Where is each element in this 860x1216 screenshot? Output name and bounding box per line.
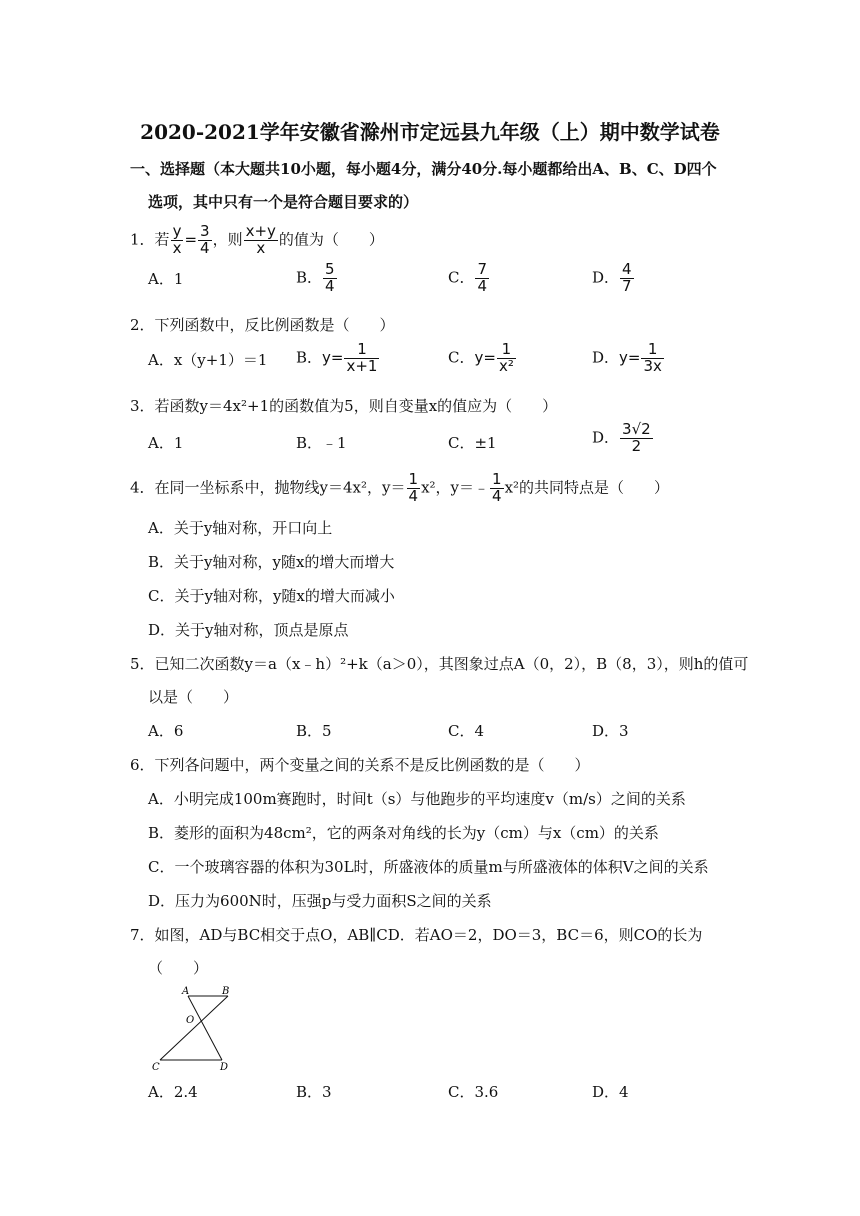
question-5-line1: 5．已知二次函数y＝a（x﹣h）²+k（a＞0），其图象过点A（0，2），B（8，3），则h的值可 — [130, 655, 749, 673]
question-1-number: 1． — [130, 230, 155, 249]
point-label-d: D — [220, 1062, 229, 1073]
q1-option-c-fraction — [475, 262, 489, 295]
q3-option-d[interactable] — [592, 422, 654, 455]
q2-option-c-label: C． — [448, 348, 475, 367]
q3-option-d-num: 3√2 — [622, 420, 651, 438]
q5-option-b-text: 5 — [322, 722, 332, 740]
segment-bc — [160, 996, 228, 1060]
q1-option-a-label: A． — [148, 270, 174, 288]
q5-option-d[interactable] — [592, 720, 629, 741]
q4-frac2-den: 4 — [492, 486, 502, 505]
q3-option-c-text: ±1 — [474, 434, 497, 452]
q3-option-b-text: ﹣1 — [322, 434, 347, 452]
q1-option-a[interactable] — [148, 268, 183, 289]
q3-option-d-label: D． — [592, 428, 620, 447]
q4-frac2-num: 1 — [492, 470, 502, 488]
question-6: 6．下列各问题中，两个变量之间的关系不是反比例函数的是（ ） — [130, 756, 590, 774]
q2-option-c-num: 1 — [497, 342, 516, 359]
q2-option-c[interactable] — [448, 342, 517, 375]
question-4 — [130, 472, 669, 505]
question-1-pre: 若 — [154, 230, 170, 249]
q4-pre: 4．在同一坐标系中，抛物线y＝4x²，y＝ — [130, 478, 406, 497]
q2-option-b[interactable] — [296, 342, 380, 375]
q1-frac3-num: x+y — [245, 222, 276, 240]
question-5-line2: 以是（ ） — [148, 688, 239, 706]
q3-option-a[interactable] — [148, 432, 183, 453]
q7-option-c-text: 3.6 — [474, 1083, 499, 1101]
q2-option-b-num: 1 — [344, 342, 379, 359]
q3-option-d-den: 2 — [631, 436, 642, 455]
q1-option-d[interactable] — [592, 262, 635, 295]
question-1 — [130, 224, 384, 257]
q1-fraction-3-over-4 — [198, 224, 212, 257]
q1-option-b[interactable] — [296, 262, 338, 295]
section-header-line1: 一、选择题（本大题共10小题，每小题4分，满分40分.每小题都给出A、B、C、D四个 — [130, 160, 717, 178]
q5-option-b-label: B． — [296, 722, 323, 740]
q4-mid: x²，y＝﹣ — [421, 478, 490, 497]
q4-frac1-num: 1 — [408, 470, 419, 488]
q5-option-c-label: C． — [448, 722, 475, 740]
q1-option-d-fraction — [620, 262, 634, 295]
q7-option-b-text: 3 — [322, 1083, 332, 1101]
q1-frac2-den: 4 — [200, 238, 210, 257]
q2-option-d-num: 1 — [641, 342, 663, 359]
q1-option-c-num: 7 — [477, 260, 488, 278]
q7-option-b-label: B． — [296, 1083, 323, 1101]
q2-option-d[interactable] — [592, 342, 665, 375]
q3-option-a-label: A． — [148, 434, 174, 452]
point-label-b: B — [222, 986, 230, 997]
q7-option-b[interactable] — [296, 1081, 332, 1102]
q4-fraction-1 — [407, 472, 421, 505]
question-7-line2: （ ） — [148, 959, 209, 977]
q7-option-d-label: D． — [592, 1083, 620, 1101]
q7-option-d-text: 4 — [619, 1083, 629, 1101]
point-label-c: C — [152, 1062, 160, 1073]
point-label-o: O — [186, 1015, 195, 1026]
q3-option-c-label: C． — [448, 434, 475, 452]
q2-option-c-den: x² — [498, 356, 514, 375]
q7-option-a-text: 2.4 — [173, 1083, 198, 1101]
q1-option-c[interactable] — [448, 262, 490, 295]
q3-option-a-text: 1 — [173, 434, 184, 452]
q6-option-d[interactable]: D．压力为600N时，压强p与受力面积S之间的关系 — [148, 892, 492, 910]
q1-fraction-xy-over-x — [244, 224, 278, 257]
q2-option-b-fraction — [344, 342, 379, 375]
q4-fraction-2 — [490, 472, 504, 505]
q3-option-b[interactable] — [296, 432, 347, 453]
q7-option-a-label: A． — [148, 1083, 174, 1101]
q1-option-d-num: 4 — [622, 260, 632, 278]
q4-option-c[interactable]: C．关于y轴对称，y随x的增大而减小 — [148, 587, 395, 605]
q7-option-a[interactable] — [148, 1081, 198, 1102]
q2-option-c-fraction — [497, 342, 516, 375]
q6-option-a[interactable]: A．小明完成100m赛跑时，时间t（s）与他跑步的平均速度v（m/s）之间的关系 — [148, 790, 686, 808]
q5-option-a[interactable] — [148, 720, 183, 741]
q1-option-a-text: 1 — [173, 270, 184, 288]
q2-option-a[interactable] — [148, 349, 267, 370]
q1-fraction-y-over-x — [171, 224, 184, 257]
q1-option-b-den: 4 — [325, 276, 335, 295]
q1-option-b-fraction — [323, 262, 337, 295]
q4-option-b[interactable]: B．关于y轴对称，y随x的增大而增大 — [148, 553, 395, 571]
question-7-line1: 7．如图，AD与BC相交于点O，AB∥CD．若AO＝2，DO＝3，BC＝6，则CO的长为 — [130, 926, 703, 944]
q1-frac2-num: 3 — [200, 222, 210, 240]
q6-option-b[interactable]: B．菱形的面积为48cm²，它的两条对角线的长为y（cm）与x（cm）的关系 — [148, 824, 659, 842]
q1-frac3-den: x — [256, 238, 266, 257]
q5-option-c[interactable] — [448, 720, 484, 741]
q2-option-d-pre: y= — [619, 348, 641, 367]
q2-option-d-label: D． — [592, 348, 620, 367]
q7-option-c[interactable] — [448, 1081, 498, 1102]
q1-post: 的值为（ ） — [278, 230, 384, 249]
q5-option-a-text: 6 — [173, 722, 184, 740]
q1-option-c-label: C． — [448, 268, 475, 287]
q2-option-b-pre: y= — [322, 348, 344, 367]
q5-option-b[interactable] — [296, 720, 332, 741]
q6-option-c[interactable]: C．一个玻璃容器的体积为30L时，所盛液体的质量m与所盛液体的体积V之间的关系 — [148, 858, 709, 876]
q1-frac1-den: x — [172, 238, 182, 257]
q1-equals: = — [184, 230, 198, 249]
segment-ad — [188, 996, 222, 1060]
section-header-line2: 选项，其中只有一个是符合题目要求的） — [148, 193, 419, 211]
q2-option-d-den: 3x — [643, 356, 662, 375]
q3-option-b-label: B． — [296, 434, 323, 452]
q1-option-d-label: D． — [592, 268, 620, 287]
point-label-a: A — [182, 986, 190, 997]
q1-option-c-den: 4 — [477, 276, 488, 295]
q5-option-d-label: D． — [592, 722, 620, 740]
q7-option-d[interactable] — [592, 1081, 629, 1102]
exam-title: 2020-2021学年安徽省滁州市定远县九年级（上）期中数学试卷 — [140, 120, 720, 144]
q1-option-b-label: B． — [296, 268, 323, 287]
q3-option-d-fraction — [620, 422, 653, 455]
q5-option-c-text: 4 — [474, 722, 485, 740]
q5-option-d-text: 3 — [619, 722, 629, 740]
q4-post: x²的共同特点是（ ） — [504, 478, 670, 497]
q2-option-b-den: x+1 — [346, 356, 378, 375]
q4-frac1-den: 4 — [408, 486, 419, 505]
q2-option-a-text: x（y+1）＝1 — [173, 351, 268, 369]
q7-geometry-figure — [140, 984, 240, 1078]
q5-option-a-label: A． — [148, 722, 174, 740]
q1-option-b-num: 5 — [325, 260, 335, 278]
q2-option-c-pre: y= — [474, 348, 496, 367]
q1-option-d-den: 7 — [622, 276, 632, 295]
q4-option-d[interactable]: D．关于y轴对称，顶点是原点 — [148, 621, 349, 639]
question-3: 3．若函数y＝4x²+1的函数值为5，则自变量x的值应为（ ） — [130, 397, 558, 415]
q1-mid: ，则 — [212, 230, 243, 249]
q7-figure-svg — [140, 984, 240, 1074]
q2-option-b-label: B． — [296, 348, 323, 367]
q3-option-c[interactable] — [448, 432, 497, 453]
q7-option-c-label: C． — [448, 1083, 475, 1101]
question-2: 2．下列函数中，反比例函数是（ ） — [130, 316, 395, 334]
q2-option-a-label: A． — [148, 351, 174, 369]
q2-option-d-fraction — [641, 342, 663, 375]
q4-option-a[interactable]: A．关于y轴对称，开口向上 — [148, 519, 333, 537]
q1-frac1-num: y — [172, 222, 182, 240]
